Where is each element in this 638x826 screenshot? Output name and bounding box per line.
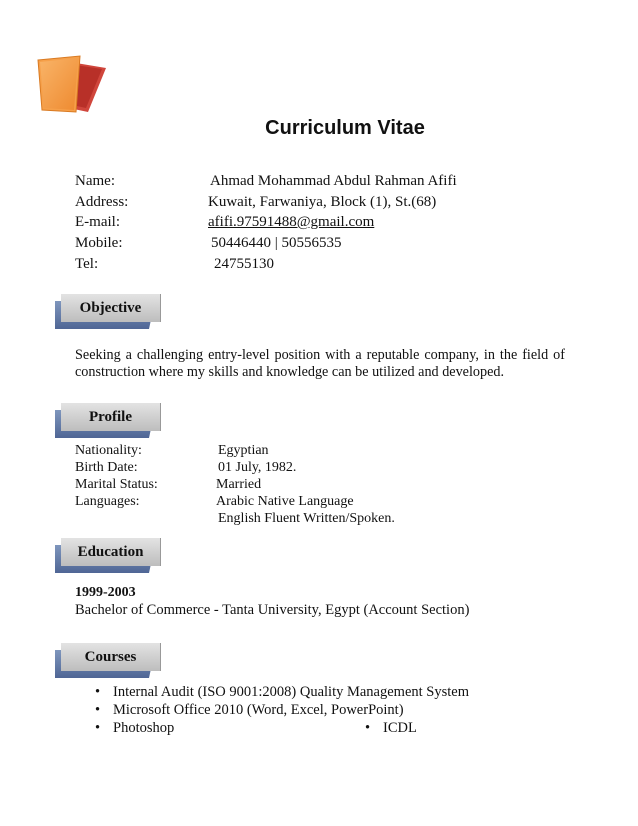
document-logo-icon [36,54,108,114]
name-value: Ahmad Mohammad Abdul Rahman Afifi [210,173,457,189]
birth-date-value: 01 July, 1982. [218,460,297,475]
courses-heading: Courses [61,643,161,671]
education-years: 1999-2003 [75,585,136,600]
marital-status-label: Marital Status: [75,477,158,492]
nationality-label: Nationality: [75,443,142,458]
languages-value-1: Arabic Native Language [216,494,354,509]
mobile-value: 50446440 | 50556535 [211,235,342,251]
page-title: Curriculum Vitae [265,117,425,139]
birth-date-label: Birth Date: [75,460,138,475]
list-item [95,702,404,719]
bullet-icon: • [95,720,101,736]
profile-header [55,403,161,439]
education-header [55,538,161,574]
bullet-icon: • [95,684,101,700]
email-link[interactable]: afifi.97591488@gmail.com [208,214,375,230]
course-item-label: Internal Audit (ISO 9001:2008) Quality Management System [113,684,470,700]
education-degree: Bachelor of Commerce - Tanta University, Egypt (Account Section) [75,602,470,618]
bullet-icon: • [365,720,371,736]
course-item-label: ICDL [383,720,417,736]
address-value: Kuwait, Farwaniya, Block (1), St.(68) [208,194,437,210]
address-label: Address: [75,194,129,210]
email-label: E-mail: [75,214,120,230]
languages-label: Languages: [75,494,140,509]
course-item-label: Microsoft Office 2010 (Word, Excel, PowerPoint) [113,702,404,718]
education-heading: Education [61,538,161,566]
tel-label: Tel: [75,256,99,272]
objective-heading: Objective [61,294,161,322]
list-item [95,684,469,701]
nationality-value: Egyptian [218,443,269,458]
name-label: Name: [75,173,115,189]
profile-heading: Profile [61,403,161,431]
bullet-icon: • [95,702,101,718]
languages-value-2: English Fluent Written/Spoken. [218,511,395,526]
objective-text: Seeking a challenging entry-level position with a reputable company, in the field of construction where my skills and knowledge can be utilized and developed. [75,347,565,380]
objective-header [55,294,161,330]
mobile-label: Mobile: [75,235,123,251]
marital-status-value: Married [216,477,262,492]
course-item-label: Photoshop [113,720,175,736]
list-item [95,720,174,737]
tel-value: 24755130 [214,256,274,272]
courses-header [55,643,161,679]
list-item [365,720,417,737]
